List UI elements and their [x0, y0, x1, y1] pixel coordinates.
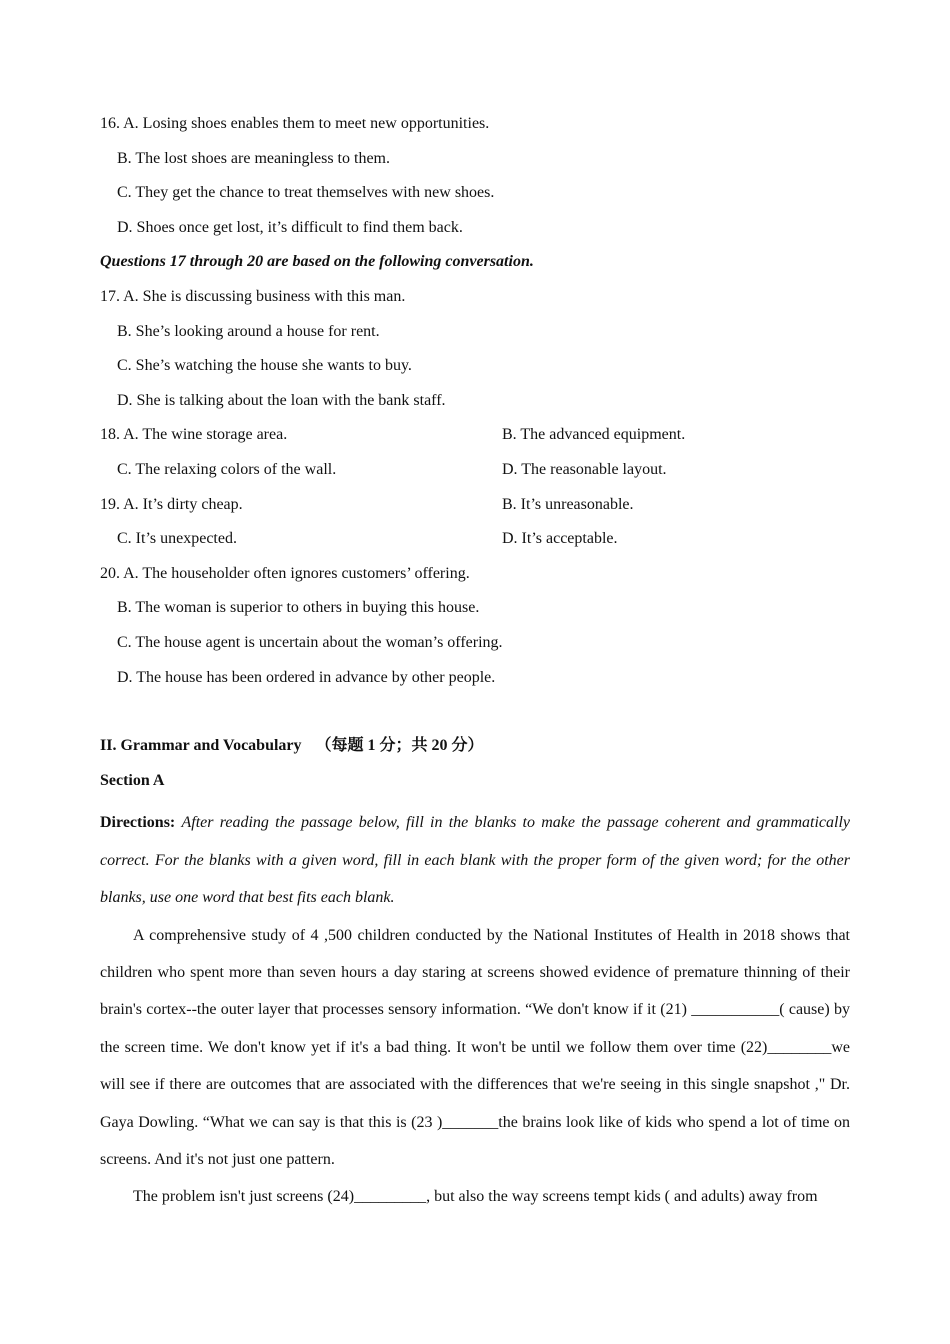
section-a-heading: Section A: [100, 771, 165, 789]
q16-option-b: B. The lost shoes are meaningless to them.: [117, 149, 390, 167]
q18-option-b: B. The advanced equipment.: [502, 426, 686, 444]
q19-row-2: [100, 527, 850, 562]
q16-option-c: C. They get the chance to treat themselves with new shoes.: [117, 184, 495, 202]
q20-option-b: B. The woman is superior to others in buying this house.: [117, 599, 480, 617]
passage-text: ( cause) by the screen time. We don't know yet if it's a bad thing. It won't be until we follow them over time (22): [100, 1001, 851, 1056]
q19-option-c: C. It’s unexpected.: [117, 530, 237, 548]
directions: [100, 804, 850, 916]
section-title-text: II. Grammar and Vocabulary: [100, 737, 302, 755]
q18-row-2: [100, 458, 850, 493]
q18-option-d: D. The reasonable layout.: [502, 460, 667, 478]
q16-option-d: D. Shoes once get lost, it’s difficult to find them back.: [117, 218, 463, 236]
blank-23: _______: [442, 1113, 499, 1131]
passage-text: The problem isn't just screens (24): [133, 1188, 355, 1206]
q18-option-a: 18. A. The wine storage area.: [100, 426, 288, 444]
passage-paragraph-2: [100, 1178, 850, 1215]
passage-text: the brains look like of kids who spend a lot of time on screens. And it's not just one pattern.: [100, 1113, 850, 1168]
passage-text: A comprehensive study of 4 ,500 children conducted by the National Institutes of Health in 2018 shows that children who spent more than seven hours a day staring at screens showed evidence of premature thinning of their brain's cortex--the outer layer that processes sensory information. “We don't know if it (21): [100, 926, 850, 1019]
blank-22: ________: [767, 1038, 832, 1056]
q17-option-b: B. She’s looking around a house for rent.: [117, 322, 380, 340]
passage-text: we will see if there are outcomes that are associated with the differences that we're seeing in this single snapshot ," Dr. Gaya Dowling. “What we can say is that this is (23 ): [100, 1038, 850, 1131]
q20-option-a: 20. A. The householder often ignores customers’ offering.: [100, 564, 470, 582]
spacer: [100, 700, 850, 734]
q17-option-c: C. She’s watching the house she wants to buy.: [117, 357, 412, 375]
blank-21: ___________: [691, 1001, 780, 1019]
section-title: [100, 734, 850, 769]
q16-option-a: 16. A. Losing shoes enables them to meet new opportunities.: [100, 115, 490, 132]
q19-option-a: 19. A. It’s dirty cheap.: [100, 495, 243, 513]
q19-row-1: [100, 493, 850, 528]
q18-option-c: C. The relaxing colors of the wall.: [117, 460, 337, 478]
q20-option-d: D. The house has been ordered in advance by other people.: [117, 668, 496, 686]
conversation-heading: Questions 17 through 20 are based on the following conversation.: [100, 253, 534, 271]
blank-24: _________: [354, 1188, 427, 1206]
q18-row-1: [100, 423, 850, 458]
q17-option-a: 17. A. She is discussing business with this man.: [100, 287, 406, 305]
q17-option-d: D. She is talking about the loan with the bank staff.: [117, 391, 446, 409]
passage-paragraph-1: [100, 917, 850, 1179]
passage-text: , but also the way screens tempt kids ( and adults) away from: [426, 1188, 818, 1206]
q20-option-c: C. The house agent is uncertain about the woman’s offering.: [117, 633, 503, 651]
directions-label: Directions:: [100, 814, 176, 832]
q19-option-d: D. It’s acceptable.: [502, 530, 618, 548]
document-page: [100, 112, 850, 1216]
section-score: （每题 1 分；共 20 分）: [315, 737, 484, 755]
directions-text: After reading the passage below, fill in the blanks to make the passage coherent and grammatically correct. For the blanks with a given word, fill in each blank with the proper form of the given word; for the other blanks, use one word that best fits each blank.: [100, 814, 851, 907]
q19-option-b: B. It’s unreasonable.: [502, 495, 634, 513]
